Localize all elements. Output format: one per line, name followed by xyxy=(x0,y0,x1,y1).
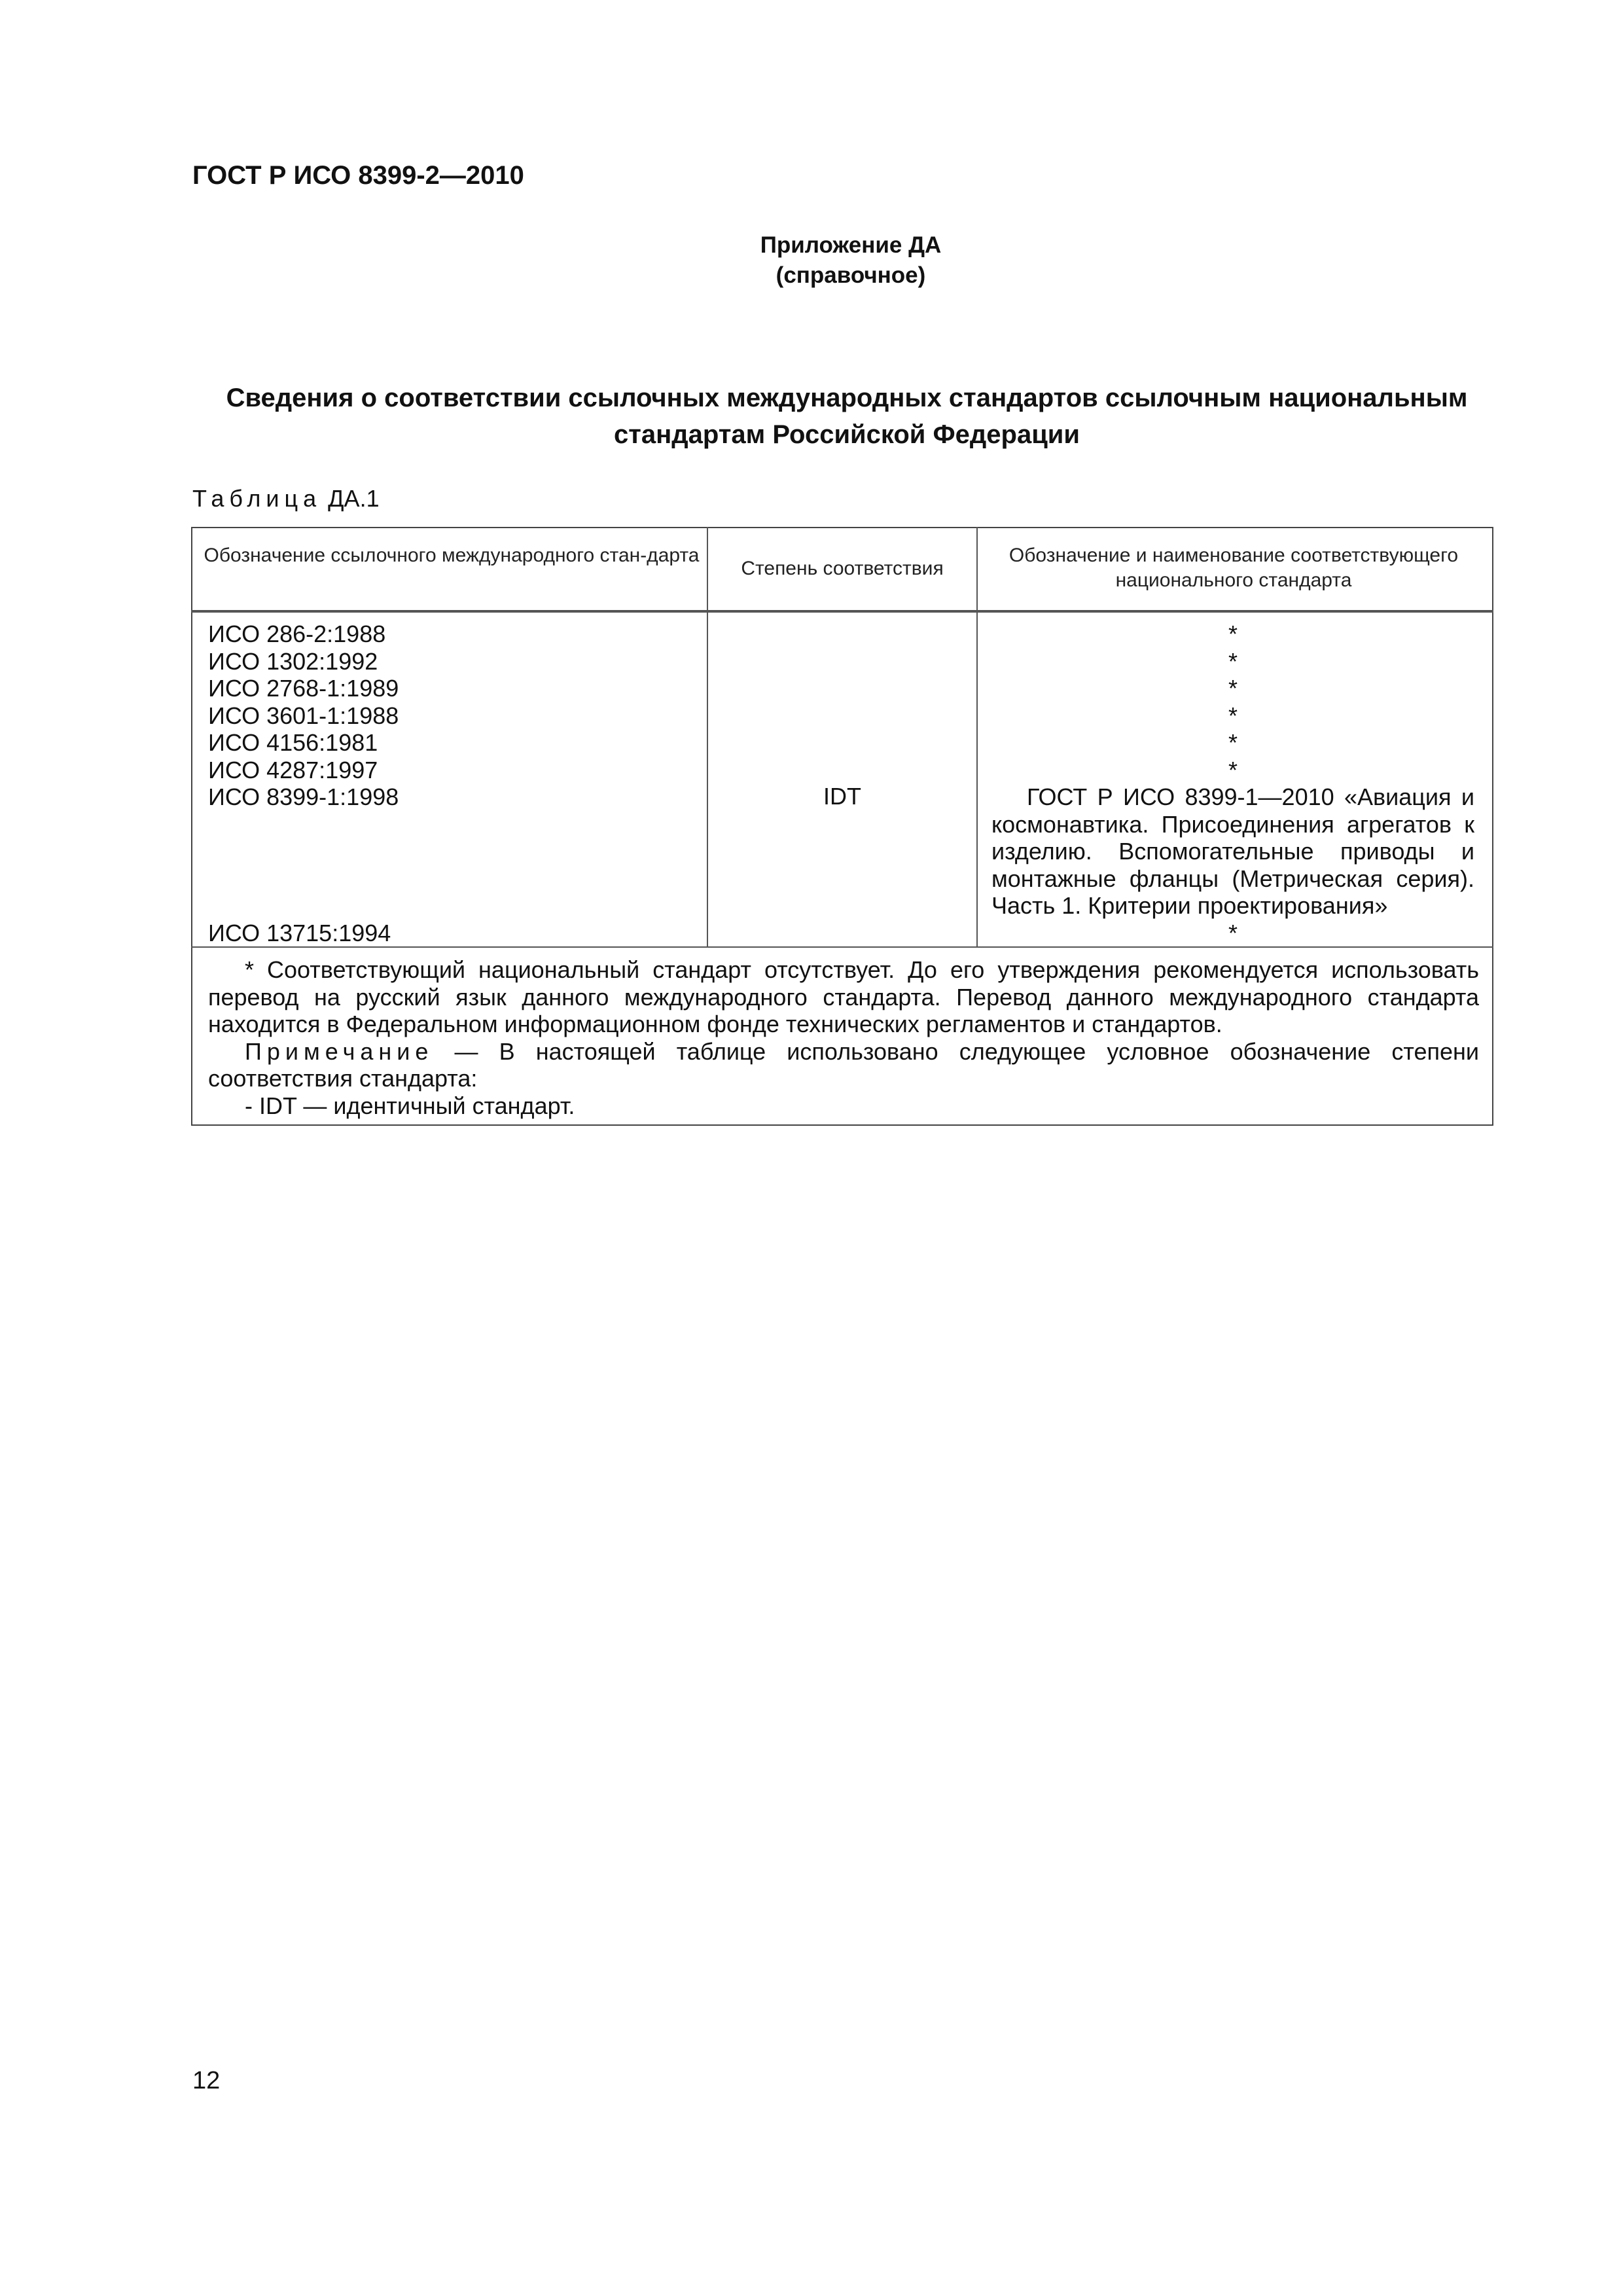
list-item: ИСО 4287:1997 xyxy=(208,756,378,783)
list-item: ИСО 2768-1:1989 xyxy=(208,675,399,702)
absent-marker: * xyxy=(1228,702,1238,729)
section-title: Сведения о соответствии ссылочных международных стандартов ссылочным национальным стандартам Российской Федерации xyxy=(226,384,1468,449)
note-label: Примечание xyxy=(245,1037,434,1065)
list-item: ИСО 1302:1992 xyxy=(208,647,378,675)
table-note xyxy=(208,1038,1479,1092)
header-divider xyxy=(191,610,1493,613)
absent-marker: * xyxy=(1228,620,1238,647)
column-divider-1 xyxy=(707,527,708,948)
list-item: ИСО 8399-1:1998 xyxy=(208,783,399,810)
national-standards-list xyxy=(991,620,1474,946)
absent-marker: * xyxy=(1228,919,1238,946)
document-code: ГОСТ Р ИСО 8399-2—2010 xyxy=(192,161,524,190)
header-degree: Степень соответствия xyxy=(741,558,944,579)
international-standards-list xyxy=(208,620,399,946)
table-label-number: ДА.1 xyxy=(328,485,380,512)
absent-marker: * xyxy=(1228,647,1238,675)
appendix-subtitle: (справочное) xyxy=(776,262,926,288)
page-number: 12 xyxy=(192,2067,221,2094)
gost-description: ГОСТ Р ИСО 8399-1—2010 «Авиация и космонавтика. Присоединения агрегатов к изделию. Вспомогательные приводы и монтажные фланцы (Метрическая серия). Часть 1. Критерии проектирования» xyxy=(991,783,1474,919)
appendix-heading xyxy=(654,230,1047,291)
absent-marker: * xyxy=(1228,729,1238,756)
table-label-word: Таблица xyxy=(192,485,322,512)
list-item: ИСО 4156:1981 xyxy=(208,729,378,756)
column-divider-2 xyxy=(976,527,978,948)
note-item: - IDT — идентичный стандарт. xyxy=(245,1092,575,1119)
appendix-title: Приложение ДА xyxy=(760,232,942,258)
absent-marker: * xyxy=(1228,756,1238,783)
table-footnote xyxy=(208,956,1479,1119)
degree-value: IDT xyxy=(823,783,861,810)
header-international-standard: Обозначение ссылочного международного стан-дарта xyxy=(204,545,700,566)
list-item: ИСО 286-2:1988 xyxy=(208,620,386,647)
note-text: — В настоящей таблице использовано следующее условное обозначение степени соответствия стандарта: xyxy=(208,1037,1479,1092)
footnote-text: * Соответствующий национальный стандарт отсутствует. До его утверждения рекомендуется использовать перевод на русский язык данного международного стандарта. Перевод данного международного стандарта находится в Федеральном информационном фонде технических регламентов и стандартов. xyxy=(208,956,1479,1037)
table-label xyxy=(192,485,380,512)
header-national-standard: Обозначение и наименование соответствующего национального стандарта xyxy=(1008,545,1459,591)
list-item: ИСО 3601-1:1988 xyxy=(208,702,399,729)
absent-marker: * xyxy=(1228,675,1238,702)
list-item: ИСО 13715:1994 xyxy=(208,919,391,946)
footnote-divider xyxy=(191,946,1493,948)
